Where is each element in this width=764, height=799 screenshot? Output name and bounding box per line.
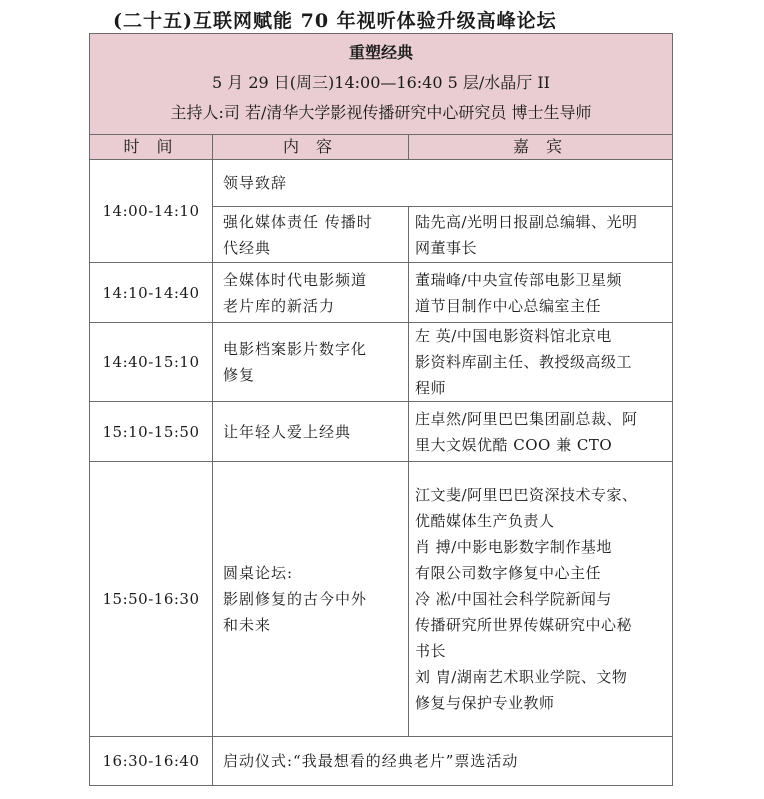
guest-line: 传播研究所世界传媒研究中心秘 [415, 616, 633, 634]
column-header-guest: 嘉 宾 [409, 135, 673, 160]
content-line: 影剧修复的古今中外 [223, 590, 368, 608]
session-name: 重塑经典 [348, 43, 413, 62]
guest-line: 道节目制作中心总编室主任 [415, 296, 602, 315]
session-datetime-place: 5 月 29 日(周三)14:00—16:40 5 层/水晶厅 II [212, 73, 550, 92]
time-cell: 15:10-15:50 [90, 402, 213, 462]
session-header [90, 34, 673, 135]
agenda-row [90, 462, 673, 737]
column-header-content: 内 容 [213, 135, 409, 160]
guest-line: 网董事长 [415, 238, 478, 257]
guest-cell [409, 402, 673, 462]
content-line: 圆桌论坛: [223, 564, 294, 582]
content-line: 启动仪式:“我最想看的经典老片”票选活动 [223, 752, 519, 770]
column-header-time: 时 间 [90, 135, 213, 160]
time-cell: 14:00-14:10 [90, 160, 213, 263]
guest-cell [409, 263, 673, 323]
content-cell [213, 737, 673, 786]
guest-line: 庄卓然/阿里巴巴集团副总裁、阿 [415, 409, 638, 428]
agenda-table [89, 33, 673, 786]
content-cell [213, 462, 409, 737]
page-title: (二十五)互联网赋能 70 年视听体验升级高峰论坛 [113, 10, 557, 32]
content-cell [213, 160, 673, 207]
guest-cell [409, 323, 673, 402]
guest-line: 里大文娱优酷 COO 兼 CTO [415, 435, 613, 454]
content-line: 领导致辞 [223, 174, 288, 192]
guest-line: 优酷媒体生产负责人 [415, 512, 555, 530]
agenda-row [90, 323, 673, 402]
content-line: 全媒体时代电影频道 [223, 270, 368, 289]
guest-line: 有限公司数字修复中心主任 [415, 564, 602, 582]
content-cell [213, 263, 409, 323]
agenda-row [90, 263, 673, 323]
content-line: 让年轻人爱上经典 [223, 422, 352, 441]
guest-line: 肖 搏/中影电影数字制作基地 [415, 538, 612, 556]
session-header-row [90, 34, 673, 135]
content-cell [213, 323, 409, 402]
time-cell: 14:10-14:40 [90, 263, 213, 323]
guest-cell [409, 462, 673, 737]
content-line: 电影档案影片数字化 [223, 340, 368, 358]
guest-line: 董瑞峰/中央宣传部电影卫星频 [415, 270, 623, 289]
column-header-row [90, 135, 673, 160]
content-line: 修复 [223, 366, 256, 384]
guest-line: 陆先高/光明日报副总编辑、光明 [415, 212, 638, 231]
guest-line: 左 英/中国电影资料馆北京电 [415, 327, 612, 345]
guest-line: 江文斐/阿里巴巴资深技术专家、 [415, 486, 638, 504]
content-line: 和未来 [223, 616, 272, 634]
guest-line: 程师 [415, 379, 447, 397]
content-cell [213, 402, 409, 462]
agenda-row [90, 737, 673, 786]
guest-line: 刘 胄/湖南艺术职业学院、文物 [415, 668, 628, 686]
guest-line: 书长 [415, 642, 447, 660]
time-cell: 16:30-16:40 [90, 737, 213, 786]
content-line: 老片库的新活力 [223, 296, 336, 315]
content-line: 代经典 [223, 238, 272, 257]
guest-line: 影资料库副主任、教授级高级工 [415, 353, 633, 371]
agenda-row [90, 402, 673, 462]
time-cell: 14:40-15:10 [90, 323, 213, 402]
content-cell [213, 207, 409, 263]
content-line: 强化媒体责任 传播时 [223, 212, 373, 231]
guest-cell [409, 207, 673, 263]
guest-line: 冷 凇/中国社会科学院新闻与 [415, 590, 612, 608]
agenda-row [90, 160, 673, 207]
time-cell: 15:50-16:30 [90, 462, 213, 737]
guest-line: 修复与保护专业教师 [415, 694, 555, 712]
session-host: 主持人:司 若/清华大学影视传播研究中心研究员 博士生导师 [170, 103, 592, 122]
